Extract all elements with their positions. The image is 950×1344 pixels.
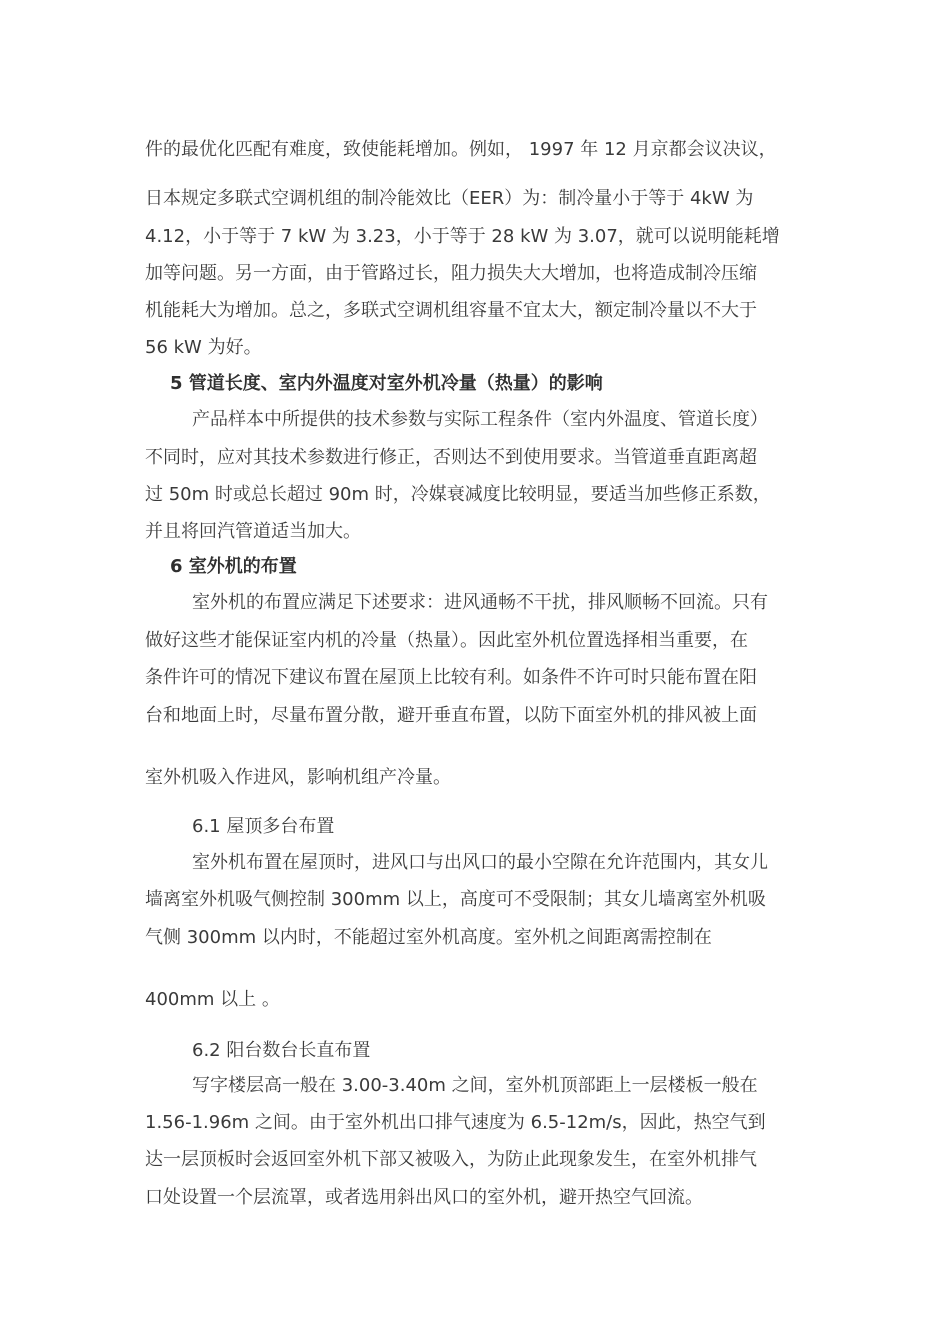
section61-line: 室外机布置在屋顶时，进风口与出风口的最小空隙在允许范围内，其女儿 [192,852,768,873]
section61-line: 400mm 以上 。 [145,989,280,1010]
section-heading-6-2: 6.2 阳台数台长直布置 [192,1040,371,1061]
section5-line: 产品样本中所提供的技术参数与实际工程条件（室内外温度、管道长度） [192,409,768,430]
section6-line: 条件许可的情况下建议布置在屋顶上比较有利。如条件不许可时只能布置在阳 [145,667,757,688]
section-heading-6: 6 室外机的布置 [170,556,297,577]
section62-line: 达一层顶板时会返回室外机下部又被吸入，为防止此现象发生，在室外机排气 [145,1149,757,1170]
section5-line: 并且将回汽管道适当加大。 [145,521,361,542]
section5-line: 过 50m 时或总长超过 90m 时，冷媒衰减度比较明显，要适当加些修正系数， [145,484,771,505]
section61-line: 气侧 300mm 以内时，不能超过室外机高度。室外机之间距离需控制在 [145,927,712,948]
paragraph-intro-line: 56 kW 为好。 [145,337,262,358]
paragraph-intro-line: 件的最优化匹配有难度，致使能耗增加。例如， 1997 年 12 月京都会议决议， [145,139,777,160]
section6-line: 做好这些才能保证室内机的冷量（热量）。因此室外机位置选择相当重要，在 [145,630,748,651]
section62-line: 写字楼层高一般在 3.00-3.40m 之间，室外机顶部距上一层楼板一般在 [192,1075,758,1096]
section-heading-6-1: 6.1 屋顶多台布置 [192,816,335,837]
section6-line: 室外机吸入作进风，影响机组产冷量。 [145,767,451,788]
section6-line: 室外机的布置应满足下述要求：进风通畅不干扰，排风顺畅不回流。只有 [192,592,768,613]
section5-line: 不同时，应对其技术参数进行修正，否则达不到使用要求。当管道垂直距离超 [145,447,757,468]
section62-line: 口处设置一个层流罩，或者选用斜出风口的室外机，避开热空气回流。 [145,1187,703,1208]
paragraph-intro-line: 日本规定多联式空调机组的制冷能效比（EER）为：制冷量小于等于 4kW 为 [145,188,754,209]
paragraph-intro-line: 4.12，小于等于 7 kW 为 3.23，小于等于 28 kW 为 3.07，就可以说明能耗增 [145,226,780,247]
section62-line: 1.56-1.96m 之间。由于室外机出口排气速度为 6.5-12m/s，因此，热空气到 [145,1112,766,1133]
section61-line: 墙离室外机吸气侧控制 300mm 以上，高度可不受限制；其女儿墙离室外机吸 [145,889,766,910]
section-heading-5: 5 管道长度、室内外温度对室外机冷量（热量）的影响 [170,373,603,394]
section6-line: 台和地面上时，尽量布置分散，避开垂直布置，以防下面室外机的排风被上面 [145,705,757,726]
paragraph-intro-line: 机能耗大为增加。总之，多联式空调机组容量不宜太大，额定制冷量以不大于 [145,300,757,321]
paragraph-intro-line: 加等问题。另一方面，由于管路过长，阻力损失大大增加，也将造成制冷压缩 [145,263,757,284]
